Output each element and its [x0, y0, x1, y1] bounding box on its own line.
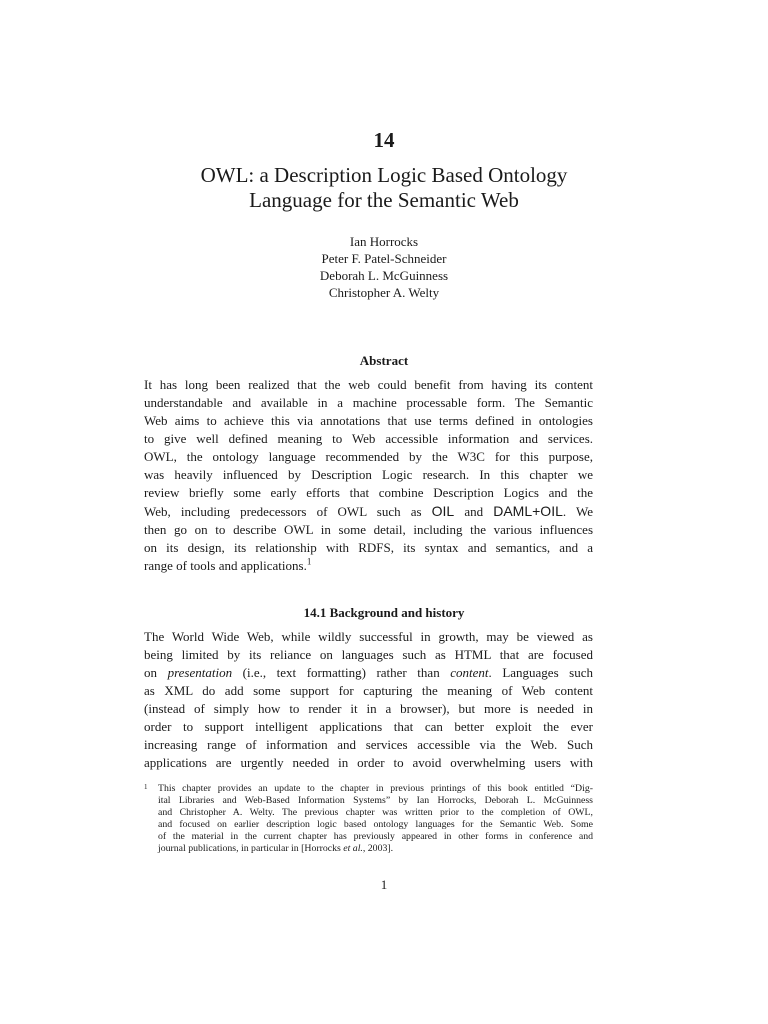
abstract-heading: Abstract	[359, 353, 409, 368]
abstract-line: was heavily influenced by Description Logic research. In this chapter we	[144, 467, 593, 482]
section-line: (instead of simply how to render it in a browser), but more is needed in	[144, 701, 593, 716]
page-number: 1	[380, 877, 388, 892]
section-line: being limited by its reliance on languages such as HTML that are focused	[144, 647, 593, 662]
footnote	[144, 783, 593, 855]
chapter-title-line-1: OWL: a Description Logic Based Ontology	[200, 163, 568, 187]
chapter-title	[84, 163, 684, 213]
author-name: Ian Horrocks	[349, 234, 419, 249]
footnote-mark: 1	[144, 783, 148, 791]
footnote-line: and Christopher A. Welty. The previous chapter was written prior to the completion of OWL,	[158, 807, 593, 818]
section-line: increasing range of information and services accessible via the Web. Such	[144, 737, 593, 752]
footnote-text-fragment: journal publications, in particular in [Horrocks	[158, 843, 344, 854]
chapter-number: 14	[373, 128, 395, 152]
section-heading: 14.1 Background and history	[303, 605, 465, 620]
abstract-line: OWL, the ontology language recommended by the W3C for this purpose,	[144, 449, 593, 464]
abstract-line: understandable and available in a machine processable form. The Semantic	[144, 395, 593, 410]
footnote-line: of the material in the current chapter has previously appeared in other forms in conference and	[158, 831, 593, 842]
section-line	[144, 664, 593, 682]
footnote-body	[158, 783, 593, 855]
emphasis-content: content	[450, 665, 489, 680]
abstract-line: on its design, its relationship with RDFS, its syntax and semantics, and a	[144, 540, 593, 555]
footnote-line	[158, 843, 593, 855]
section-line: applications are urgently needed in order to avoid overwhelming users with	[144, 755, 593, 770]
oil-term: OIL	[431, 503, 455, 519]
section-body	[144, 628, 593, 772]
emphasis-presentation: presentation	[167, 665, 233, 680]
abstract-line: Web aims to achieve this via annotations that use terms defined in ontologies	[144, 413, 593, 428]
chapter-title-line-2: Language for the Semantic Web	[249, 188, 519, 212]
daml-oil-term: DAML+OIL	[493, 503, 563, 519]
section-text-fragment: . Languages such	[488, 665, 594, 680]
footnote-line: ital Libraries and Web-Based Information Systems” by Ian Horrocks, Deborah L. McGuinness	[158, 795, 593, 806]
footnote-text-fragment: , 2003].	[362, 843, 394, 854]
section-line: The World Wide Web, while wildly successful in growth, may be viewed as	[144, 629, 593, 644]
abstract-text-fragment: and	[454, 504, 494, 519]
abstract-line	[144, 502, 593, 521]
abstract-line	[144, 557, 593, 575]
author-list	[0, 233, 768, 301]
abstract-line: It has long been realized that the web could benefit from having its content	[144, 377, 593, 392]
abstract-text-fragment: Web, including predecessors of OWL such as	[144, 504, 432, 519]
abstract-text-fragment: . We	[562, 504, 594, 519]
abstract-line: then go on to describe OWL in some detail, including the various influences	[144, 522, 593, 537]
author-name: Peter F. Patel-Schneider	[321, 251, 447, 266]
abstract-body	[144, 376, 593, 575]
author-name: Christopher A. Welty	[328, 285, 440, 300]
abstract-line: to give well defined meaning to Web accessible information and services.	[144, 431, 593, 446]
footnote-line: and focused on earlier description logic based ontology languages for the Semantic Web. Some	[158, 819, 593, 830]
footnote-reference[interactable]: 1	[306, 556, 312, 567]
author-name: Deborah L. McGuinness	[319, 268, 449, 283]
section-text-fragment: (i.e., text formatting) rather than	[232, 665, 451, 680]
section-line: as XML do add some support for capturing the meaning of Web content	[144, 683, 593, 698]
citation-emphasis: et al.	[343, 843, 363, 854]
abstract-line: review briefly some early efforts that combine Description Logics and the	[144, 485, 593, 500]
section-line: order to support intelligent applications that can better exploit the ever	[144, 719, 593, 734]
section-text-fragment: on	[144, 665, 168, 680]
abstract-text-fragment: range of tools and applications.	[144, 558, 307, 573]
footnote-line: This chapter provides an update to the chapter in previous printings of this book entitled “Dig-	[158, 783, 593, 794]
